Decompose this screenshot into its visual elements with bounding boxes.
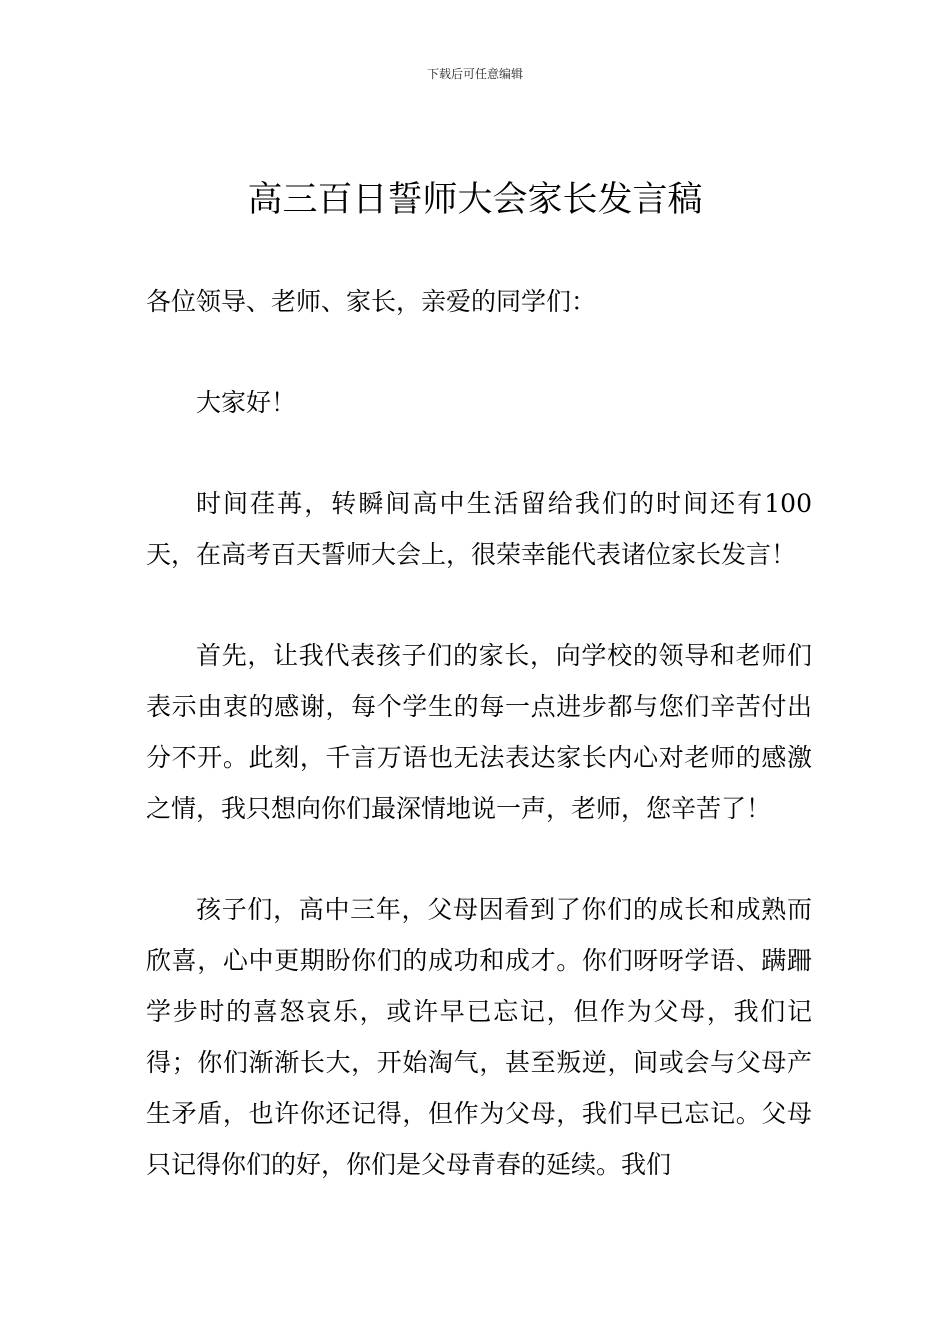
paragraph-thanks: 首先，让我代表孩子们的家长，向学校的领导和老师们表示由衷的感谢，每个学生的每一点进步都与您们辛苦付出分不开。此刻，千言万语也无法表达家长内心对老师的感激之情，我只想向你们最深情地说一声，老师，您辛苦了！ bbox=[146, 641, 812, 823]
paragraph-children: 孩子们，高中三年，父母因看到了你们的成长和成熟而欣喜，心中更期盼你们的成功和成才。你们呀呀学语、蹒跚学步时的喜怒哀乐，或许早已忘记，但作为父母，我们记得；你们渐渐长大，开始淘气，甚至叛逆，间或会与父母产生矛盾，也许你还记得，但作为父母，我们早已忘记。父母只记得你们的好，你们是父母青春的延续。我们 bbox=[146, 895, 812, 1179]
salutation: 各位领导、老师、家长，亲爱的同学们： bbox=[146, 287, 597, 316]
paragraph-greeting: 大家好！ bbox=[196, 388, 297, 417]
document-body bbox=[146, 276, 812, 1240]
paragraph-intro: 时间荏苒，转瞬间高中生活留给我们的时间还有100天，在高考百天誓师大会上，很荣幸能代表诸位家长发言！ bbox=[146, 489, 812, 569]
document-title: 高三百日誓师大会家长发言稿 bbox=[247, 180, 703, 220]
header-note: 下载后可任意编辑 bbox=[426, 67, 523, 81]
